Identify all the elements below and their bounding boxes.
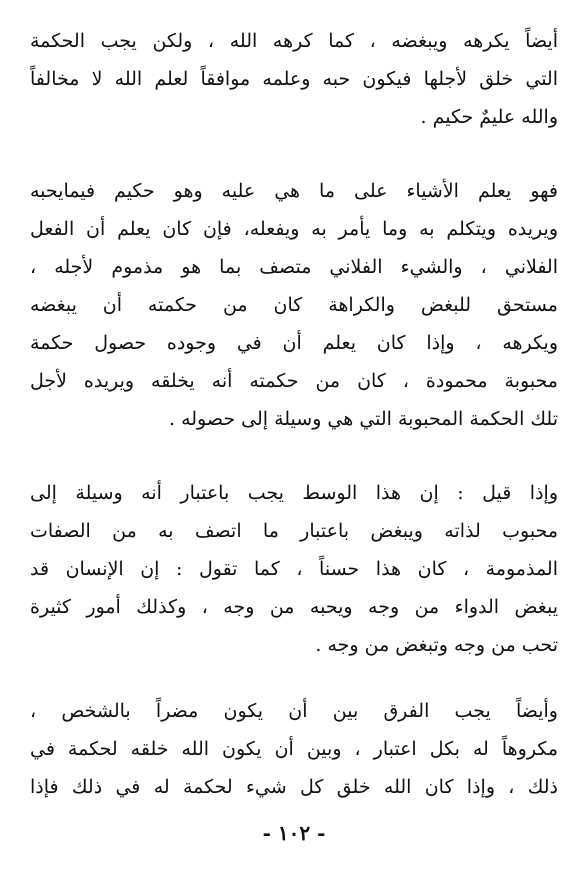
text-line: تلك الحكمة المحبوبة التي هي وسيلة إلى حصوله . bbox=[169, 408, 558, 430]
text-line: والله عليمٌ حكيم . bbox=[420, 106, 558, 128]
text-line: تحب من وجه وتبغض من وجه . bbox=[315, 634, 558, 656]
text-line: مكروهاً له بكل اعتبار ، وبين أن يكون الله خلقه لحكمة في bbox=[30, 738, 558, 760]
text-line: وإذا قيل : إن هذا الوسط يجب باعتبار أنه وسيلة إلى bbox=[30, 482, 558, 504]
paragraph-2 bbox=[30, 172, 558, 438]
text-line: ذلك ، وإذا كان الله خلق كل شيء لحكمة له في ذلك فإذا bbox=[30, 776, 558, 798]
text-line: أيضاً يكرهه ويبغضه ، كما كرهه الله ، ولكن يجب الحكمة bbox=[30, 30, 558, 52]
text-line: مستحق للبغض والكراهة كان من حكمته أن يبغضه bbox=[30, 294, 558, 316]
text-line: المذمومة ، كان هذا حسناً ، كما تقول : إن الإنسان قد bbox=[30, 558, 558, 580]
text-line: محبوب لذاته ويبغض باعتبار ما اتصف به من الصفات bbox=[30, 520, 558, 542]
paragraph-1 bbox=[30, 22, 558, 136]
text-line: التي خلق لأجلها فيكون حبه وعلمه موافقاً لعلم الله لا مخالفاً bbox=[30, 68, 558, 90]
page-number: - ١٠٢ - bbox=[262, 821, 326, 845]
text-line: محبوبة محمودة ، كان من حكمته أنه يخلقه ويريده لأجل bbox=[30, 370, 558, 392]
text-line: فهو يعلم الأشياء على ما هي عليه وهو حكيم فيمايحبه bbox=[30, 180, 558, 202]
text-line: ويريده ويتكلم به وما يأمر به ويفعله، فإن كان يعلم أن الفعل bbox=[30, 218, 558, 240]
text-line: يبغض الدواء من وجه ويحبه من وجه ، وكذلك أمور كثيرة bbox=[30, 596, 558, 618]
book-page bbox=[30, 12, 558, 862]
text-line: الفلاني ، والشيء الفلاني متصف بما هو مذموم لأجله ، bbox=[30, 256, 558, 278]
paragraph-4 bbox=[30, 692, 558, 806]
text-line: ويكرهه ، وإذا كان يعلم أن في وجوده حصول حكمة bbox=[30, 332, 558, 354]
paragraph-3 bbox=[30, 474, 558, 664]
text-line: وأيضاً يجب الفرق بين أن يكون مضراً بالشخص ، bbox=[30, 700, 558, 722]
